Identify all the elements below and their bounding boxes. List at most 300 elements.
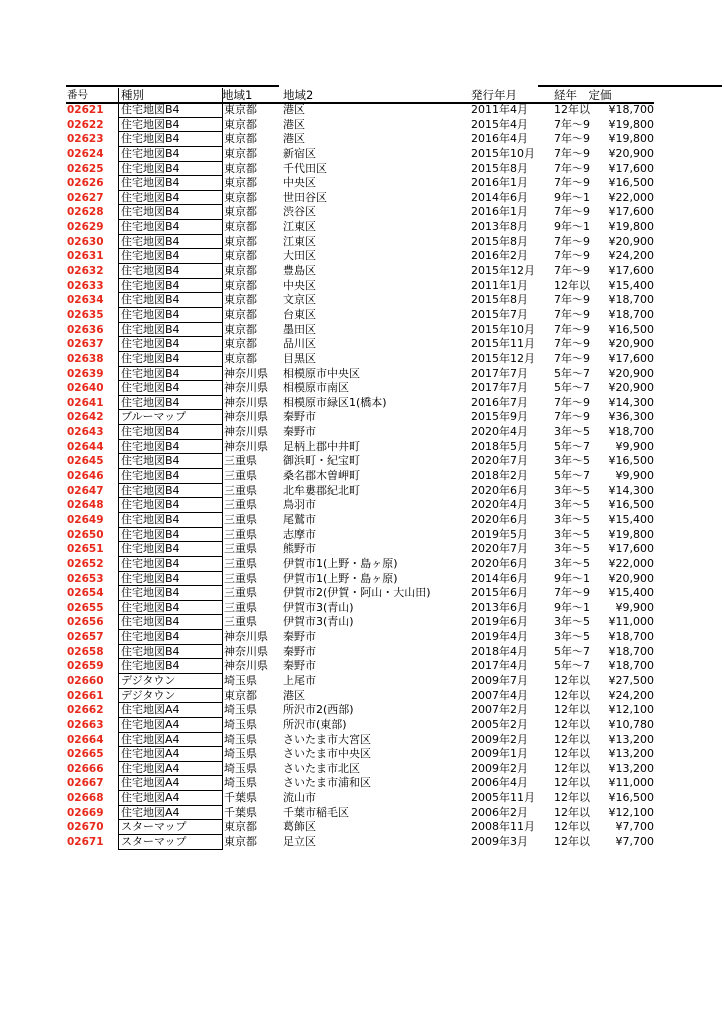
item-age: 12年以 (554, 805, 590, 819)
item-number: 02667 (67, 777, 104, 790)
item-number: 02653 (67, 572, 104, 585)
table-row (66, 264, 654, 279)
item-issue-date: 2015年10月 (471, 322, 535, 336)
item-type: 住宅地図B4 (118, 425, 223, 440)
item-type: 住宅地図B4 (118, 498, 223, 513)
item-age: 9年～1 (554, 190, 590, 204)
item-prefecture: 三重県 (224, 556, 257, 570)
header-top-rule-right (538, 85, 722, 87)
item-price: ¥19,800 (608, 117, 654, 131)
item-area: 渋谷区 (283, 205, 316, 219)
item-number: 02656 (67, 616, 104, 629)
item-type: 住宅地図A4 (118, 733, 223, 748)
item-type: 住宅地図B4 (118, 176, 223, 191)
item-issue-date: 2015年7月 (471, 307, 528, 321)
item-age: 3年～5 (554, 556, 590, 570)
item-area: 秦野市 (283, 659, 316, 673)
item-issue-date: 2017年7月 (471, 381, 528, 395)
item-age: 7年～9 (554, 146, 590, 160)
item-price: ¥11,000 (608, 615, 654, 629)
item-prefecture: 三重県 (224, 527, 257, 541)
item-prefecture: 埼玉県 (224, 717, 257, 731)
item-prefecture: 埼玉県 (224, 776, 257, 790)
item-issue-date: 2006年4月 (471, 776, 528, 790)
item-area: 台東区 (283, 307, 316, 321)
item-type: 住宅地図B4 (118, 132, 223, 147)
item-price: ¥16,500 (608, 498, 654, 512)
item-area: 尾鷲市 (283, 512, 316, 526)
item-prefecture: 東京都 (224, 322, 257, 336)
item-number: 02665 (67, 748, 104, 761)
item-number: 02635 (67, 308, 104, 321)
item-number: 02628 (67, 206, 104, 219)
item-price: ¥18,700 (608, 644, 654, 658)
item-area: 墨田区 (283, 322, 316, 336)
item-type: スターマップ (118, 820, 223, 835)
item-issue-date: 2016年1月 (471, 205, 528, 219)
item-number: 02638 (67, 352, 104, 365)
table-row (66, 205, 654, 220)
item-issue-date: 2016年4月 (471, 132, 528, 146)
item-prefecture: 神奈川県 (224, 630, 268, 644)
table-row (66, 806, 654, 821)
item-prefecture: 神奈川県 (224, 395, 268, 409)
item-age: 7年～9 (554, 249, 590, 263)
item-prefecture: 三重県 (224, 512, 257, 526)
table-row (66, 308, 654, 323)
item-type: 住宅地図A4 (118, 747, 223, 762)
item-type: 住宅地図B4 (118, 103, 223, 118)
table-row (66, 703, 654, 718)
item-issue-date: 2014年6月 (471, 571, 528, 585)
item-age: 12年以 (554, 688, 590, 702)
item-issue-date: 2015年12月 (471, 351, 535, 365)
item-area: 秦野市 (283, 425, 316, 439)
item-area: 所沢市2(西部) (283, 703, 354, 717)
item-number: 02654 (67, 587, 104, 600)
table-row (66, 791, 654, 806)
item-prefecture: 東京都 (224, 337, 257, 351)
item-prefecture: 三重県 (224, 483, 257, 497)
item-type: 住宅地図B4 (118, 352, 223, 367)
item-issue-date: 2009年2月 (471, 732, 528, 746)
table-row (66, 776, 654, 791)
item-price: ¥27,500 (608, 673, 654, 687)
item-number: 02643 (67, 426, 104, 439)
item-area: 相模原市中央区 (283, 366, 360, 380)
item-type: 住宅地図B4 (118, 396, 223, 411)
table-row (66, 630, 654, 645)
item-prefecture: 神奈川県 (224, 644, 268, 658)
table-row (66, 572, 654, 587)
item-type: 住宅地図B4 (118, 615, 223, 630)
item-number: 02630 (67, 235, 104, 248)
item-type: スターマップ (118, 835, 223, 850)
item-prefecture: 埼玉県 (224, 673, 257, 687)
item-age: 7年～9 (554, 205, 590, 219)
table-row (66, 542, 654, 557)
table-row (66, 747, 654, 762)
table-row (66, 279, 654, 294)
catalog-table (66, 88, 654, 850)
item-prefecture: 東京都 (224, 234, 257, 248)
table-row (66, 513, 654, 528)
item-type: 住宅地図B4 (118, 645, 223, 660)
item-area: 秦野市 (283, 410, 316, 424)
item-price: ¥17,600 (608, 264, 654, 278)
item-issue-date: 2007年4月 (471, 688, 528, 702)
item-number: 02661 (67, 689, 104, 702)
item-area: 鳥羽市 (283, 498, 316, 512)
item-area: 千代田区 (283, 161, 327, 175)
item-number: 02660 (67, 674, 104, 687)
item-area: 志摩市 (283, 527, 316, 541)
item-area: 熊野市 (283, 542, 316, 556)
item-age: 12年以 (554, 820, 590, 834)
item-price: ¥22,000 (608, 556, 654, 570)
item-issue-date: 2020年6月 (471, 556, 528, 570)
item-price: ¥18,700 (608, 659, 654, 673)
table-row (66, 293, 654, 308)
item-price: ¥17,600 (608, 351, 654, 365)
item-price: ¥24,200 (608, 688, 654, 702)
item-number: 02648 (67, 499, 104, 512)
item-issue-date: 2019年5月 (471, 527, 528, 541)
table-row (66, 118, 654, 133)
item-number: 02670 (67, 821, 104, 834)
item-age: 7年～9 (554, 293, 590, 307)
table-row (66, 396, 654, 411)
item-number: 02659 (67, 660, 104, 673)
table-row (66, 103, 654, 118)
item-area: 目黒区 (283, 351, 316, 365)
item-area: 港区 (283, 103, 305, 116)
item-age: 3年～5 (554, 630, 590, 644)
item-type: 住宅地図B4 (118, 557, 223, 572)
item-prefecture: 東京都 (224, 264, 257, 278)
item-issue-date: 2009年1月 (471, 747, 528, 761)
item-type: 住宅地図B4 (118, 572, 223, 587)
item-number: 02641 (67, 396, 104, 409)
item-type: 住宅地図B4 (118, 323, 223, 338)
item-prefecture: 千葉県 (224, 805, 257, 819)
item-price: ¥17,600 (608, 161, 654, 175)
item-prefecture: 埼玉県 (224, 732, 257, 746)
item-area: 流山市 (283, 791, 316, 805)
item-price: ¥18,700 (608, 103, 654, 116)
table-row (66, 659, 654, 674)
item-issue-date: 2016年2月 (471, 249, 528, 263)
table-row (66, 689, 654, 704)
item-number: 02633 (67, 279, 104, 292)
item-price: ¥13,200 (608, 732, 654, 746)
item-number: 02622 (67, 118, 104, 131)
item-price: ¥14,300 (608, 395, 654, 409)
item-age: 12年以 (554, 761, 590, 775)
item-area: 新宿区 (283, 146, 316, 160)
item-prefecture: 神奈川県 (224, 439, 268, 453)
item-price: ¥19,800 (608, 132, 654, 146)
item-area: 相模原市緑区1(橋本) (283, 395, 387, 409)
item-area: 江東区 (283, 234, 316, 248)
item-price: ¥9,900 (615, 439, 654, 453)
item-age: 3年～5 (554, 483, 590, 497)
item-issue-date: 2015年12月 (471, 264, 535, 278)
item-number: 02663 (67, 718, 104, 731)
item-price: ¥20,900 (608, 366, 654, 380)
table-row (66, 674, 654, 689)
table-row (66, 410, 654, 425)
item-price: ¥15,400 (608, 586, 654, 600)
item-number: 02634 (67, 294, 104, 307)
item-number: 02639 (67, 367, 104, 380)
item-type: 住宅地図B4 (118, 279, 223, 294)
item-type: 住宅地図B4 (118, 162, 223, 177)
header-area: 地域2 (283, 88, 314, 102)
item-issue-date: 2019年6月 (471, 615, 528, 629)
item-area: 中央区 (283, 176, 316, 190)
item-age: 12年以 (554, 791, 590, 805)
item-age: 5年～7 (554, 381, 590, 395)
item-number: 02652 (67, 557, 104, 570)
item-area: 豊島区 (283, 264, 316, 278)
item-issue-date: 2006年2月 (471, 805, 528, 819)
item-issue-date: 2011年1月 (471, 278, 528, 292)
item-number: 02624 (67, 147, 104, 160)
table-row (66, 835, 654, 850)
item-issue-date: 2015年4月 (471, 117, 528, 131)
item-age: 12年以 (554, 776, 590, 790)
item-prefecture: 東京都 (224, 688, 257, 702)
item-issue-date: 2014年6月 (471, 190, 528, 204)
item-prefecture: 埼玉県 (224, 703, 257, 717)
item-type: 住宅地図B4 (118, 440, 223, 455)
item-prefecture: 東京都 (224, 117, 257, 131)
item-area: 品川区 (283, 337, 316, 351)
item-area: 伊賀市3(青山) (283, 615, 354, 629)
item-age: 12年以 (554, 703, 590, 717)
item-prefecture: 東京都 (224, 132, 257, 146)
item-age: 7年～9 (554, 161, 590, 175)
table-row (66, 440, 654, 455)
item-prefecture: 東京都 (224, 249, 257, 263)
item-area: 足柄上郡中井町 (283, 439, 360, 453)
item-price: ¥24,200 (608, 249, 654, 263)
table-row (66, 235, 654, 250)
item-age: 3年～5 (554, 615, 590, 629)
item-age: 7年～9 (554, 176, 590, 190)
item-price: ¥15,400 (608, 512, 654, 526)
item-number: 02655 (67, 601, 104, 614)
item-number: 02671 (67, 836, 104, 849)
item-age: 5年～7 (554, 469, 590, 483)
item-age: 7年～9 (554, 307, 590, 321)
item-type: デジタウン (118, 689, 223, 704)
item-issue-date: 2020年6月 (471, 512, 528, 526)
item-issue-date: 2015年6月 (471, 586, 528, 600)
item-price: ¥20,900 (608, 571, 654, 585)
item-area: 秦野市 (283, 630, 316, 644)
item-prefecture: 三重県 (224, 600, 257, 614)
item-price: ¥18,700 (608, 293, 654, 307)
item-number: 02629 (67, 221, 104, 234)
item-type: 住宅地図B4 (118, 659, 223, 674)
item-issue-date: 2020年7月 (471, 542, 528, 556)
item-issue-date: 2015年10月 (471, 146, 535, 160)
item-number: 02636 (67, 323, 104, 336)
item-type: 住宅地図B4 (118, 586, 223, 601)
item-type: 住宅地図B4 (118, 542, 223, 557)
item-area: 中央区 (283, 278, 316, 292)
item-area: さいたま市中央区 (283, 747, 371, 761)
table-row (66, 162, 654, 177)
item-age: 7年～9 (554, 132, 590, 146)
item-area: さいたま市北区 (283, 761, 360, 775)
item-issue-date: 2009年2月 (471, 761, 528, 775)
table-row (66, 762, 654, 777)
item-area: 相模原市南区 (283, 381, 349, 395)
item-price: ¥14,300 (608, 483, 654, 497)
item-age: 12年以 (554, 717, 590, 731)
item-prefecture: 東京都 (224, 220, 257, 234)
item-area: 千葉市稲毛区 (283, 805, 349, 819)
item-issue-date: 2018年2月 (471, 469, 528, 483)
item-number: 02627 (67, 191, 104, 204)
item-issue-date: 2015年11月 (471, 337, 535, 351)
item-age: 12年以 (554, 747, 590, 761)
item-age: 7年～9 (554, 234, 590, 248)
item-age: 3年～5 (554, 454, 590, 468)
table-row (66, 498, 654, 513)
table-row (66, 147, 654, 162)
item-price: ¥18,700 (608, 307, 654, 321)
item-issue-date: 2007年2月 (471, 703, 528, 717)
item-prefecture: 神奈川県 (224, 410, 268, 424)
item-type: 住宅地図B4 (118, 469, 223, 484)
item-type: 住宅地図B4 (118, 367, 223, 382)
item-area: さいたま市浦和区 (283, 776, 371, 790)
item-number: 02621 (67, 104, 104, 116)
item-number: 02669 (67, 806, 104, 819)
item-area: 港区 (283, 132, 305, 146)
header-top-rule-left (66, 85, 279, 87)
item-price: ¥9,900 (615, 469, 654, 483)
item-issue-date: 2011年4月 (471, 103, 528, 116)
item-price: ¥19,800 (608, 527, 654, 541)
item-number: 02642 (67, 411, 104, 424)
table-row (66, 425, 654, 440)
item-area: 世田谷区 (283, 190, 327, 204)
header-age-price: 経年 定価 (554, 88, 612, 102)
item-issue-date: 2009年3月 (471, 835, 528, 849)
item-age: 3年～5 (554, 498, 590, 512)
item-type: デジタウン (118, 674, 223, 689)
item-issue-date: 2020年6月 (471, 483, 528, 497)
table-row (66, 484, 654, 499)
item-prefecture: 神奈川県 (224, 366, 268, 380)
item-age: 7年～9 (554, 264, 590, 278)
item-age: 12年以 (554, 835, 590, 849)
item-number: 02626 (67, 177, 104, 190)
item-issue-date: 2020年4月 (471, 425, 528, 439)
item-price: ¥11,000 (608, 776, 654, 790)
item-area: 所沢市(東部) (283, 717, 347, 731)
table-row (66, 249, 654, 264)
item-issue-date: 2020年4月 (471, 498, 528, 512)
table-header-row (66, 88, 654, 103)
item-type: 住宅地図B4 (118, 454, 223, 469)
item-issue-date: 2018年4月 (471, 644, 528, 658)
item-type: 住宅地図A4 (118, 718, 223, 733)
item-age: 9年～1 (554, 600, 590, 614)
item-area: 江東区 (283, 220, 316, 234)
item-age: 7年～9 (554, 586, 590, 600)
item-age: 7年～9 (554, 410, 590, 424)
item-prefecture: 東京都 (224, 176, 257, 190)
item-type: 住宅地図B4 (118, 601, 223, 616)
item-type: 住宅地図B4 (118, 484, 223, 499)
item-area: 伊賀市1(上野・島ヶ原) (283, 556, 398, 570)
item-number: 02668 (67, 792, 104, 805)
item-age: 7年～9 (554, 117, 590, 131)
table-row (66, 469, 654, 484)
item-prefecture: 神奈川県 (224, 659, 268, 673)
item-prefecture: 三重県 (224, 571, 257, 585)
item-issue-date: 2017年4月 (471, 659, 528, 673)
item-issue-date: 2005年11月 (471, 791, 535, 805)
item-age: 12年以 (554, 103, 590, 116)
item-type: 住宅地図B4 (118, 264, 223, 279)
item-age: 12年以 (554, 278, 590, 292)
item-issue-date: 2016年7月 (471, 395, 528, 409)
item-type: 住宅地図A4 (118, 791, 223, 806)
table-row (66, 718, 654, 733)
table-row (66, 820, 654, 835)
item-issue-date: 2017年7月 (471, 366, 528, 380)
item-age: 3年～5 (554, 527, 590, 541)
table-row (66, 528, 654, 543)
item-area: 伊賀市3(青山) (283, 600, 354, 614)
item-number: 02644 (67, 440, 104, 453)
item-prefecture: 神奈川県 (224, 425, 268, 439)
table-row (66, 615, 654, 630)
item-issue-date: 2013年8月 (471, 220, 528, 234)
item-price: ¥16,500 (608, 322, 654, 336)
item-age: 3年～5 (554, 512, 590, 526)
table-row (66, 557, 654, 572)
item-price: ¥22,000 (608, 190, 654, 204)
item-price: ¥12,100 (608, 805, 654, 819)
item-issue-date: 2016年1月 (471, 176, 528, 190)
item-prefecture: 東京都 (224, 307, 257, 321)
item-prefecture: 神奈川県 (224, 381, 268, 395)
table-row (66, 381, 654, 396)
item-price: ¥20,900 (608, 146, 654, 160)
item-age: 5年～7 (554, 439, 590, 453)
item-area: 港区 (283, 117, 305, 131)
table-row (66, 733, 654, 748)
item-type: 住宅地図A4 (118, 806, 223, 821)
item-type: 住宅地図A4 (118, 762, 223, 777)
item-area: 秦野市 (283, 644, 316, 658)
table-row (66, 191, 654, 206)
item-age: 7年～9 (554, 322, 590, 336)
table-row (66, 132, 654, 147)
item-price: ¥16,500 (608, 454, 654, 468)
item-prefecture: 東京都 (224, 278, 257, 292)
item-issue-date: 2019年4月 (471, 630, 528, 644)
item-prefecture: 東京都 (224, 190, 257, 204)
